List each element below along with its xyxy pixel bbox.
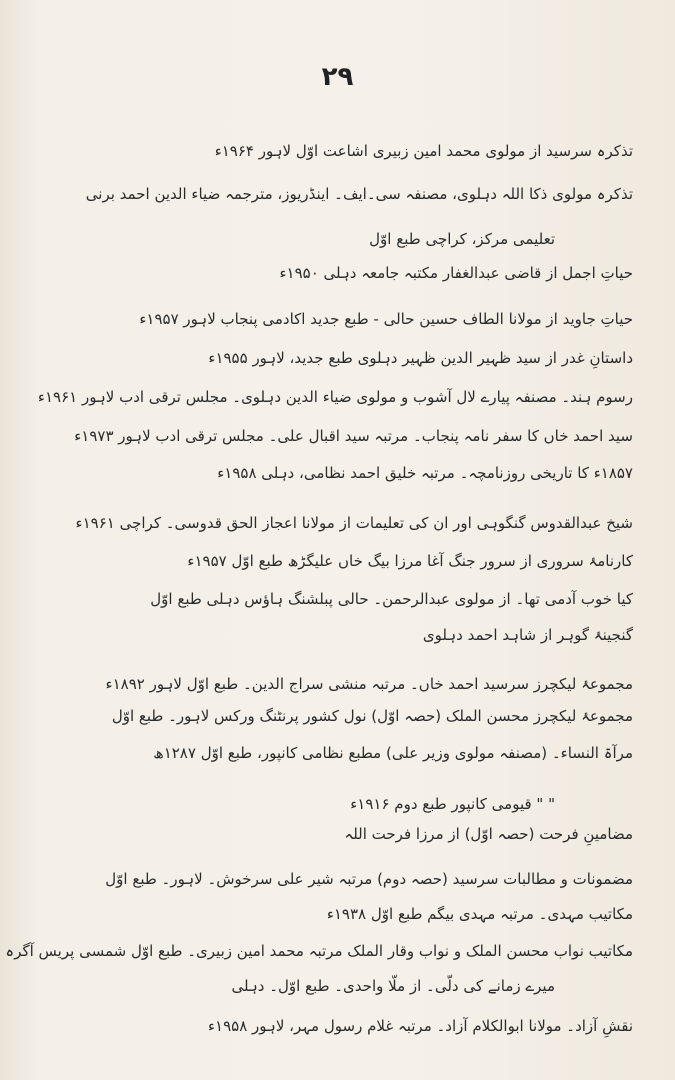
- bibliography-line: داستانِ غدر از سید ظہیر الدین ظہیر دہلوی طبع جدید، لاہور ۱۹۵۵ء: [208, 349, 633, 367]
- bibliography-line: مضامینِ فرحت (حصہ اوّل) از مرزا فرحت اللہ: [344, 825, 633, 843]
- bibliography-line: تذکرہ مولوی ذکا اللہ دہلوی، مصنفہ سی۔ایف۔ اینڈریوز، مترجمہ ضیاء الدین احمد برنی: [85, 185, 633, 203]
- bibliography-line: رسوم ہند۔ مصنفہ پیارے لال آشوب و مولوی ضیاء الدین دہلوی۔ مجلس ترقی ادب لاہور ۱۹۶۱ء: [37, 388, 633, 406]
- bibliography-line: تعلیمی مرکز، کراچی طبع اوّل: [369, 230, 555, 248]
- bibliography-line: نقشِ آزاد۔ مولانا ابوالکلام آزاد۔ مرتبہ غلام رسول مہر، لاہور ۱۹۵۸ء: [207, 1017, 633, 1035]
- bibliography-line: شیخ عبدالقدوس گنگوہی اور ان کی تعلیمات از مولانا اعجاز الحق قدوسی۔ کراچی ۱۹۶۱ء: [75, 514, 633, 532]
- bibliography-line: مضمونات و مطالبات سرسید (حصہ دوم) مرتبہ شیر علی سرخوش۔ لاہور۔ طبع اوّل: [105, 870, 633, 888]
- bibliography-line: مجموعۂ لیکچرز سرسید احمد خاں۔ مرتبہ منشی سراج الدین۔ طبع اوّل لاہور ۱۸۹۲ء: [105, 675, 633, 693]
- bibliography-line: گنجینۂ گوہر از شاہد احمد دہلوی: [422, 626, 633, 644]
- bibliography-line: میرے زمانے کی دلّی۔ از ملّا واحدی۔ طبع اوّل۔ دہلی: [231, 977, 555, 995]
- bibliography-line: مکاتیب نواب محسن الملک و نواب وقار الملک مرتبہ محمد امین زبیری۔ طبع اوّل شمسی پریس آگرہ: [5, 942, 633, 960]
- bibliography-line: " " قیومی کانپور طبع دوم ۱۹۱۶ء: [350, 795, 555, 813]
- bibliography-line: کیا خوب آدمی تھا۔ از مولوی عبدالرحمن۔ حالی پبلشنگ ہاؤس دہلی طبع اوّل: [150, 590, 633, 608]
- bibliography-line: مرآۃ النساء۔ (مصنفہ مولوی وزیر علی) مطبع نظامی کانپور، طبع اوّل ۱۲۸۷ھ: [153, 744, 633, 762]
- bibliography-line: ۱۸۵۷ء کا تاریخی روزنامچہ۔ مرتبہ خلیق احمد نظامی، دہلی ۱۹۵۸ء: [217, 464, 633, 482]
- bibliography-line: سید احمد خاں کا سفر نامہ پنجاب۔ مرتبہ سید اقبال علی۔ مجلس ترقی ادب لاہور ۱۹۷۳ء: [74, 427, 633, 445]
- page-number: ۲۹: [321, 62, 354, 92]
- bibliography-line: مکاتیب مہدی۔ مرتبہ مہدی بیگم طبع اوّل ۱۹۳۸ء: [326, 905, 633, 923]
- bibliography-line: حیاتِ جاوید از مولانا الطاف حسین حالی - طبع جدید اکادمی پنجاب لاہور ۱۹۵۷ء: [139, 310, 633, 328]
- bibliography-line: مجموعۂ لیکچرز محسن الملک (حصہ اوّل) نول کشور پرنٹنگ ورکس لاہور۔ طبع اوّل: [111, 707, 633, 725]
- bibliography-line: کارنامۂ سروری از سرور جنگ آغا مرزا بیگ خاں علیگڑھ طبع اوّل ۱۹۵۷ء: [187, 552, 633, 570]
- bibliography-line: تذکرہ سرسید از مولوی محمد امین زبیری اشاعت اوّل لاہور ۱۹۶۴ء: [214, 142, 633, 160]
- bibliography-line: حیاتِ اجمل از قاضی عبدالغفار مکتبہ جامعہ دہلی ۱۹۵۰ء: [279, 264, 633, 282]
